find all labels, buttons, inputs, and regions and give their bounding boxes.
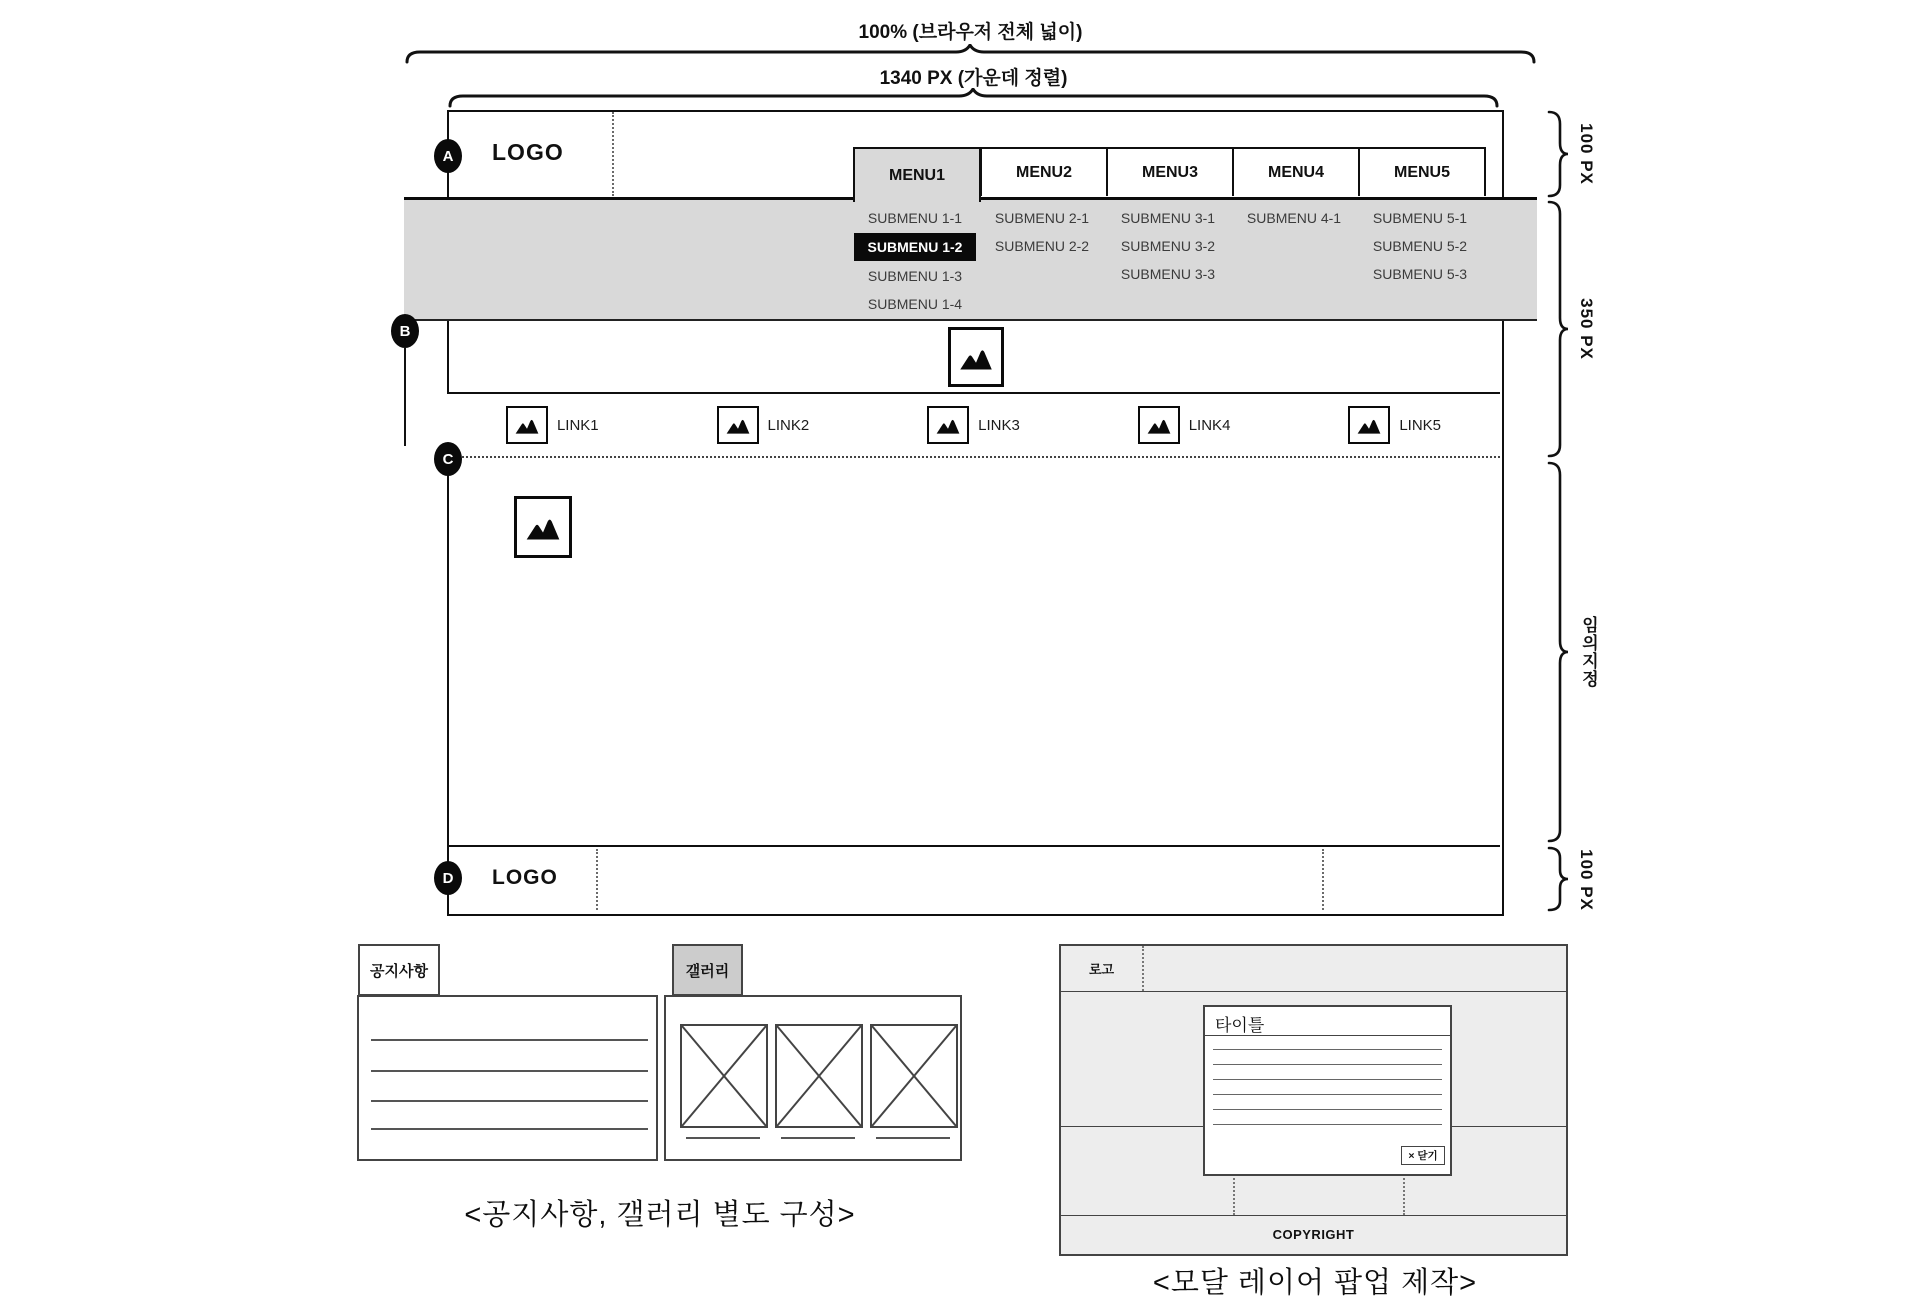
submenu-item: SUBMENU 2-2 xyxy=(994,238,1090,254)
quick-link-5 xyxy=(1348,406,1441,444)
submenu-column-5 xyxy=(1325,204,1515,288)
feature-image-placeholder xyxy=(514,496,572,558)
mock-image-x-placeholder xyxy=(680,1024,768,1128)
mock-image-caption-line xyxy=(686,1137,760,1139)
mock-modal-text-line xyxy=(1213,1049,1442,1050)
mock-gallery-box xyxy=(664,995,962,1161)
submenu-item: SUBMENU 3-2 xyxy=(1120,238,1216,254)
mock-modal-text-line xyxy=(1213,1079,1442,1080)
mock-gallery-tab: 갤러리 xyxy=(672,944,743,996)
quick-link-3 xyxy=(927,406,1020,444)
mock-row-line xyxy=(1061,991,1566,992)
footer-logo: LOGO xyxy=(492,866,558,889)
full-width-brace xyxy=(404,44,1537,64)
image-mountain-icon xyxy=(1348,406,1390,444)
banner-image-placeholder xyxy=(948,327,1004,387)
footer-divider-dotted-left xyxy=(596,849,598,910)
mock-image-caption-line xyxy=(876,1137,950,1139)
mock-modal-title: 타이틀 xyxy=(1215,1016,1265,1035)
marker-a: A xyxy=(434,139,462,173)
menu-tab-5 xyxy=(1358,147,1486,196)
quick-link-label: LINK1 xyxy=(556,416,599,434)
marker-c: C xyxy=(434,442,462,476)
mock-modal-close-button: × 닫기 xyxy=(1401,1146,1445,1165)
x-cross-icon xyxy=(682,1026,766,1126)
menu-tab-2 xyxy=(980,147,1108,196)
quick-link-label: LINK4 xyxy=(1188,416,1231,434)
menu-tab-label: MENU1 xyxy=(888,166,945,184)
quick-link-4 xyxy=(1138,406,1231,444)
mock-image-x-placeholder xyxy=(870,1024,958,1128)
header-divider-dotted xyxy=(612,112,614,196)
submenu-item: SUBMENU 5-1 xyxy=(1372,210,1468,226)
header-logo: LOGO xyxy=(492,139,564,165)
mock-image-x-placeholder xyxy=(775,1024,863,1128)
menu-tab-label: MENU4 xyxy=(1267,163,1324,181)
footer-divider-dotted-right xyxy=(1322,849,1324,910)
image-mountain-icon xyxy=(506,406,548,444)
mock-notice-tab: 공지사항 xyxy=(358,944,440,996)
menu-tab-4 xyxy=(1232,147,1360,196)
marker-b-c-connector xyxy=(404,348,406,446)
header-height-brace xyxy=(1546,110,1572,198)
mock-logo-divider-dotted xyxy=(1142,946,1144,991)
submenu-item-active: SUBMENU 1-2 xyxy=(854,233,977,261)
image-mountain-icon xyxy=(717,406,759,444)
quick-link-label: LINK5 xyxy=(1399,416,1442,434)
menu-tab-label: MENU3 xyxy=(1141,163,1198,181)
menu-tab-1 xyxy=(853,147,981,202)
banner-height-brace xyxy=(1546,200,1572,458)
submenu-item: SUBMENU 1-3 xyxy=(867,268,963,284)
mock-modal-text-line xyxy=(1213,1064,1442,1065)
footer-height-label: 100 PX xyxy=(1577,849,1596,911)
content-height-brace xyxy=(1546,461,1572,843)
marker-d: D xyxy=(434,861,462,895)
mock-notice-line xyxy=(371,1128,648,1130)
image-mountain-icon xyxy=(927,406,969,444)
menu-tab-label: MENU5 xyxy=(1393,163,1450,181)
mock-modal-text-line xyxy=(1213,1124,1442,1125)
quick-link-1 xyxy=(506,406,599,444)
mock-modal-popup xyxy=(1203,1005,1452,1176)
quick-link-label: LINK3 xyxy=(978,416,1020,434)
image-mountain-icon xyxy=(958,344,994,371)
mock-notice-line xyxy=(371,1100,648,1102)
mock-modal-logo: 로고 xyxy=(1088,962,1115,977)
full-width-dimension-label: 100% (브라우저 전체 넓이) xyxy=(858,22,1083,43)
quick-link-bar xyxy=(447,392,1500,458)
menu-tab-label: MENU2 xyxy=(1015,163,1072,181)
submenu-item: SUBMENU 4-1 xyxy=(1246,210,1342,226)
mock-modal-title-line xyxy=(1205,1035,1450,1036)
footer-top-line xyxy=(447,845,1500,847)
banner-height-label: 350 PX xyxy=(1577,298,1596,360)
x-cross-icon xyxy=(872,1026,956,1126)
mock-modal-text-line xyxy=(1213,1094,1442,1095)
mock-modal-page xyxy=(1059,944,1568,1256)
image-mountain-icon xyxy=(1138,406,1180,444)
mock-notice-box xyxy=(357,995,658,1161)
submenu-item: SUBMENU 3-1 xyxy=(1120,210,1216,226)
mock-notice-line xyxy=(371,1070,648,1072)
submenu-item: SUBMENU 5-3 xyxy=(1372,266,1468,282)
x-cross-icon xyxy=(777,1026,861,1126)
submenu-item: SUBMENU 2-1 xyxy=(994,210,1090,226)
menu-tab-3 xyxy=(1106,147,1234,196)
mock-modal-caption: <모달 레이어 팝업 제작> xyxy=(1152,1267,1478,1299)
fixed-width-brace xyxy=(447,88,1500,108)
submenu-item: SUBMENU 3-3 xyxy=(1120,266,1216,282)
quick-link-label: LINK2 xyxy=(767,416,810,434)
image-mountain-icon xyxy=(524,513,562,541)
mock-notice-gallery-caption: <공지사항, 갤러리 별도 구성> xyxy=(464,1199,856,1231)
submenu-item: SUBMENU 1-1 xyxy=(867,210,963,226)
mock-image-caption-line xyxy=(781,1137,855,1139)
mock-modal-text-line xyxy=(1213,1109,1442,1110)
header-height-label: 100 PX xyxy=(1577,123,1596,185)
submenu-item: SUBMENU 1-4 xyxy=(867,296,963,312)
mock-modal-copyright: COPYRIGHT xyxy=(1272,1227,1355,1242)
quick-link-2 xyxy=(717,406,810,444)
mock-notice-line xyxy=(371,1039,648,1041)
submenu-item: SUBMENU 5-2 xyxy=(1372,238,1468,254)
fixed-width-dimension-label: 1340 PX (가운데 정렬) xyxy=(879,68,1068,89)
marker-b: B xyxy=(391,314,419,348)
footer-height-brace xyxy=(1546,846,1572,912)
content-height-label: 임의지정 xyxy=(1579,616,1598,688)
